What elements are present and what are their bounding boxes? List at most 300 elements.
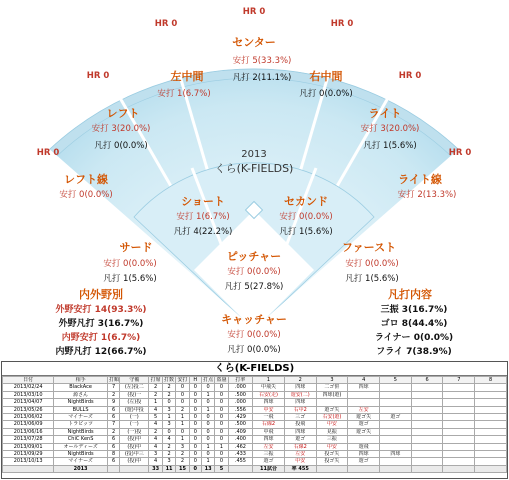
header-cell: 守備 xyxy=(120,377,149,384)
hr-label-left-line: HR 0 xyxy=(36,148,60,158)
table-cell: .429 xyxy=(228,414,252,421)
table-cell xyxy=(411,414,443,421)
table-cell: .409 xyxy=(228,428,252,435)
table-cell xyxy=(443,451,475,458)
zone-out: 凡打 0(0.0%) xyxy=(227,345,281,355)
table-cell: 9 xyxy=(107,399,119,406)
table-cell: 0 xyxy=(162,399,175,406)
table-row xyxy=(3,421,507,428)
table-cell: 2 xyxy=(107,391,119,398)
table-cell: 33 xyxy=(149,465,162,472)
table-cell: (投)中 xyxy=(120,436,149,443)
table-cell: (左)投二 xyxy=(120,384,149,391)
table-cell: 2 xyxy=(176,451,189,458)
table-cell: .000 xyxy=(228,384,252,391)
table-cell: 右中2 xyxy=(284,406,316,413)
table-cell: 3 xyxy=(162,458,175,465)
zone-hit: 安打 0(0.0%) xyxy=(59,190,113,200)
table-cell: マイナーズ xyxy=(54,414,108,421)
table-cell: 1 xyxy=(176,414,189,421)
table-cell xyxy=(443,399,475,406)
out-breakdown-item: ライナー 0(0.0%) xyxy=(374,333,454,343)
table-cell: 中安 xyxy=(284,458,316,465)
zone-hit: 安打 5(33.3%) xyxy=(232,56,292,66)
table-cell xyxy=(411,391,443,398)
header-cell: 2 xyxy=(284,377,316,384)
chart-title: 2013 xyxy=(241,149,267,160)
zone-out: 凡打 2(11.1%) xyxy=(232,73,292,83)
table-row xyxy=(3,384,507,391)
header-cell: 3 xyxy=(316,377,348,384)
table-cell: 右線2 xyxy=(284,443,316,450)
header-row xyxy=(3,377,507,384)
table-cell: マイナーズ xyxy=(54,458,108,465)
table-cell: 0 xyxy=(162,428,175,435)
table-cell: 0 xyxy=(176,399,189,406)
table-cell: 5 xyxy=(215,465,228,472)
table-cell: 左安 xyxy=(253,443,285,450)
hr-label-right: HR 0 xyxy=(398,71,422,81)
table-cell: 6 xyxy=(107,443,119,450)
table-cell: 1 xyxy=(176,436,189,443)
game-log-body xyxy=(3,384,507,473)
table-cell: 8 xyxy=(107,451,119,458)
table-cell: 4 xyxy=(149,406,162,413)
table-cell xyxy=(443,406,475,413)
table-cell: 2 xyxy=(162,384,175,391)
table-cell: 中飛失 xyxy=(253,384,285,391)
table-cell: 2013/09/29 xyxy=(3,451,54,458)
table-cell: 4 xyxy=(149,458,162,465)
zone-hit: 安打 1(6.7%) xyxy=(157,89,211,99)
table-cell xyxy=(443,428,475,435)
table-cell: 二ゴ併 xyxy=(316,384,348,391)
table-cell: (投)中三 xyxy=(120,451,149,458)
zone-name: レフト xyxy=(106,107,140,120)
table-cell xyxy=(475,391,507,398)
zone-hit: 安打 0(0.0%) xyxy=(345,259,399,269)
table-cell: 0 xyxy=(176,428,189,435)
zone-out: 凡打 1(5.6%) xyxy=(363,141,417,151)
table-cell: 投ゴ失 xyxy=(316,458,348,465)
table-cell xyxy=(380,421,412,428)
table-cell: BlackAce xyxy=(54,384,108,391)
game-log-table xyxy=(2,376,507,473)
table-row xyxy=(3,436,507,443)
table-row xyxy=(3,399,507,406)
table-cell xyxy=(475,421,507,428)
table-cell: 四球 xyxy=(348,451,380,458)
header-cell: 打点 xyxy=(203,377,214,383)
table-cell: 四球 xyxy=(284,384,316,391)
out-breakdown xyxy=(375,287,453,357)
table-cell: 0 xyxy=(201,428,214,435)
table-cell: 6 xyxy=(107,458,119,465)
table-cell: 0 xyxy=(201,451,214,458)
table-cell: 3 xyxy=(162,421,175,428)
table-cell xyxy=(443,436,475,443)
zone-name: ピッチャー xyxy=(226,250,282,263)
table-cell: (左)投 xyxy=(120,399,149,406)
table-cell xyxy=(348,465,380,472)
table-cell xyxy=(411,399,443,406)
hr-label-center: HR 0 xyxy=(242,7,266,17)
table-cell: 0 xyxy=(189,391,201,398)
table-cell: 中安 xyxy=(316,443,348,450)
table-cell: 遊ゴ失 xyxy=(348,428,380,435)
header-cell: 安打 xyxy=(177,377,188,383)
table-cell: 1 xyxy=(176,421,189,428)
table-cell: 中安 xyxy=(253,406,285,413)
zone-name: ショート xyxy=(181,195,225,208)
header-cell: 打順 xyxy=(108,377,119,383)
table-cell: 1 xyxy=(201,458,214,465)
table-cell: 右線2 xyxy=(253,421,285,428)
table-cell xyxy=(443,465,475,472)
table-cell: 7 xyxy=(107,384,119,391)
table-cell: BULLS xyxy=(54,406,108,413)
table-cell: NightBirds xyxy=(54,428,108,435)
table-cell: 0 xyxy=(189,399,201,406)
table-cell: 2 xyxy=(162,451,175,458)
zone-third xyxy=(103,241,156,284)
table-cell: 0 xyxy=(215,406,228,413)
table-cell: 2013/07/28 xyxy=(3,436,54,443)
table-cell xyxy=(443,384,475,391)
table-cell xyxy=(443,391,475,398)
table-cell xyxy=(316,399,348,406)
table-cell: 3 xyxy=(162,406,175,413)
zone-name: レフト線 xyxy=(64,173,108,186)
zone-out: 凡打 0(0.0%) xyxy=(94,141,148,151)
table-cell: 2 xyxy=(176,406,189,413)
table-cell: 2013/02/24 xyxy=(3,384,54,391)
table-cell: 投飛 xyxy=(284,421,316,428)
header-cell: 相手 xyxy=(54,377,108,384)
table-cell: 1 xyxy=(162,414,175,421)
zone-center xyxy=(232,36,291,83)
zone-name: ライト xyxy=(368,107,402,120)
table-cell: .400 xyxy=(228,436,252,443)
table-cell: 0 xyxy=(201,421,214,428)
zone-short xyxy=(174,195,233,237)
zone-out: 凡打 1(5.6%) xyxy=(345,274,399,284)
table-cell: 遊ゴ xyxy=(348,458,380,465)
table-cell: 0 xyxy=(215,384,228,391)
table-cell: 0 xyxy=(176,391,189,398)
table-cell: 三振 xyxy=(253,451,285,458)
table-cell xyxy=(475,414,507,421)
table-cell: 15 xyxy=(176,465,189,472)
table-cell: 6 xyxy=(107,414,119,421)
table-cell: 7 xyxy=(107,421,119,428)
table-cell: 四球 xyxy=(284,428,316,435)
summary-infield-out: 内野凡打 12(66.7%) xyxy=(55,347,147,357)
table-cell: 4 xyxy=(149,436,162,443)
out-breakdown-title: 凡打内容 xyxy=(388,288,432,301)
table-cell xyxy=(475,428,507,435)
table-cell xyxy=(411,384,443,391)
zone-name: セカンド xyxy=(284,195,328,208)
table-cell: 左安 xyxy=(348,406,380,413)
table-cell xyxy=(380,428,412,435)
table-cell xyxy=(411,458,443,465)
table-cell xyxy=(380,458,412,465)
table-cell: ChiC KenS xyxy=(54,436,108,443)
zone-out: 凡打 1(5.6%) xyxy=(103,274,157,284)
table-cell: NightBirds xyxy=(54,451,108,458)
table-cell: 中安 xyxy=(316,421,348,428)
table-cell xyxy=(475,465,507,472)
table-row xyxy=(3,414,507,421)
table-cell: 三振 xyxy=(316,436,348,443)
table-cell: 0 xyxy=(215,458,228,465)
table-cell: 0 xyxy=(189,451,201,458)
table-cell: NightBirds xyxy=(54,399,108,406)
table-cell xyxy=(380,443,412,450)
table-cell: 0 xyxy=(215,391,228,398)
table-cell: 2013/10/13 xyxy=(3,458,54,465)
header-cell: 5 xyxy=(380,377,412,384)
table-cell: 0 xyxy=(176,384,189,391)
table-cell: 2013/05/26 xyxy=(3,406,54,413)
zone-hit: 安打 0(0.0%) xyxy=(227,267,281,277)
table-cell: 11試合 xyxy=(253,465,285,472)
table-cell xyxy=(348,391,380,398)
table-cell xyxy=(475,399,507,406)
zone-name: キャッチャー xyxy=(221,313,287,326)
table-cell: 6 xyxy=(107,406,119,413)
table-cell: 遊ゴ失 xyxy=(316,406,348,413)
table-cell xyxy=(380,391,412,398)
table-cell xyxy=(3,465,54,472)
header-cell: 8 xyxy=(475,377,507,384)
table-cell: 0 xyxy=(201,399,214,406)
table-cell xyxy=(348,399,380,406)
table-cell: 0 xyxy=(189,406,201,413)
table-cell: 遊ゴ xyxy=(348,421,380,428)
table-cell: 0 xyxy=(189,465,201,472)
table-cell: 0 xyxy=(189,458,201,465)
hr-label-left-center: HR 0 xyxy=(154,19,178,29)
table-cell: 2013/04/07 xyxy=(3,399,54,406)
table-cell: 2013 xyxy=(54,465,108,472)
zone-out: 凡打 4(22.2%) xyxy=(173,227,233,237)
zone-name: 右中間 xyxy=(309,70,343,83)
table-cell: 右安(走) xyxy=(253,391,285,398)
zone-hit: 安打 0(0.0%) xyxy=(279,212,333,222)
table-cell: 1 xyxy=(201,406,214,413)
table-cell: 1 xyxy=(201,391,214,398)
table-cell: 4 xyxy=(149,421,162,428)
table-cell: 4 xyxy=(162,436,175,443)
table-cell xyxy=(411,406,443,413)
summary-infield-hit: 内野安打 1(6.7%) xyxy=(61,333,141,343)
table-row xyxy=(3,458,507,465)
table-cell: 2 xyxy=(149,391,162,398)
table-cell: .500 xyxy=(228,421,252,428)
header-cell: 打率 xyxy=(228,377,252,384)
summary-title: 内外野別 xyxy=(79,288,123,301)
table-cell xyxy=(411,451,443,458)
table-cell: 四球 xyxy=(253,436,285,443)
table-total-row xyxy=(3,465,507,472)
table-cell xyxy=(380,436,412,443)
out-breakdown-item: 三振 3(16.7%) xyxy=(380,305,448,315)
table-cell xyxy=(475,406,507,413)
zone-out: 凡打 5(27.8%) xyxy=(224,282,284,292)
zone-hit: 安打 0(0.0%) xyxy=(227,330,281,340)
table-cell: 2 xyxy=(149,428,162,435)
table-cell: 0 xyxy=(215,428,228,435)
table-cell: 左安 xyxy=(284,451,316,458)
out-breakdown-item: フライ 7(38.9%) xyxy=(376,347,452,357)
table-cell: 2 xyxy=(162,391,175,398)
table-cell: 1 xyxy=(215,443,228,450)
table-cell: 2013/09/01 xyxy=(3,443,54,450)
table-cell: 0 xyxy=(189,414,201,421)
table-cell: 2 xyxy=(176,458,189,465)
table-row xyxy=(3,428,507,435)
table-cell: 3 xyxy=(176,443,189,450)
game-log-table-panel xyxy=(1,361,508,479)
table-row xyxy=(3,391,507,398)
table-cell: 4 xyxy=(149,443,162,450)
table-cell: 0 xyxy=(189,436,201,443)
table-cell: (投)中 xyxy=(120,458,149,465)
zone-out: 凡打 1(5.6%) xyxy=(279,227,333,237)
game-log-header xyxy=(3,377,507,384)
table-cell xyxy=(443,458,475,465)
table-cell: 0 xyxy=(201,384,214,391)
table-cell xyxy=(411,465,443,472)
header-cell: 7 xyxy=(443,377,475,384)
table-cell: 13 xyxy=(201,465,214,472)
table-cell xyxy=(316,465,348,472)
zone-catcher xyxy=(221,313,287,355)
table-cell: 2 xyxy=(162,443,175,450)
game-log-title: くら(K-FIELDS) xyxy=(2,362,507,376)
header-cell: 打席 xyxy=(150,377,161,383)
table-cell: 四球 xyxy=(348,384,380,391)
table-cell: 6 xyxy=(107,436,119,443)
zone-pitcher xyxy=(225,250,284,292)
table-cell: 遊ゴ失 xyxy=(348,414,380,421)
table-cell: 四球 xyxy=(380,451,412,458)
header-cell: 打数 xyxy=(164,377,175,383)
table-cell: 0 xyxy=(215,421,228,428)
table-row xyxy=(3,443,507,450)
zone-name: ファースト xyxy=(341,241,397,254)
table-cell xyxy=(411,428,443,435)
table-cell: 率 455 xyxy=(284,465,316,472)
table-cell xyxy=(475,458,507,465)
table-cell: 遊飛 xyxy=(348,443,380,450)
zone-hit: 安打 3(20.0%) xyxy=(360,124,420,134)
table-cell: 2013/06/02 xyxy=(3,414,54,421)
table-cell: 遊安(二) xyxy=(284,391,316,398)
table-cell xyxy=(411,436,443,443)
table-cell: 0 xyxy=(189,421,201,428)
table-cell: (投)中 xyxy=(120,443,149,450)
table-cell: 投ゴ失 xyxy=(316,451,348,458)
table-cell xyxy=(443,421,475,428)
zone-name: サード xyxy=(119,241,153,254)
header-cell: 1 xyxy=(253,377,285,384)
table-cell: .462 xyxy=(228,443,252,450)
table-cell: 2 xyxy=(149,384,162,391)
chart-subtitle: くら(K-FIELDS) xyxy=(214,162,294,175)
table-cell: 源さん xyxy=(54,391,108,398)
hr-label-left: HR 0 xyxy=(86,71,110,81)
table-cell: 右安(遊) xyxy=(316,414,348,421)
table-cell: 11 xyxy=(162,465,175,472)
table-cell: 2013/03/10 xyxy=(3,391,54,398)
table-cell: 遊ゴ xyxy=(284,436,316,443)
table-cell: .500 xyxy=(228,391,252,398)
out-breakdown-item: ゴロ 8(44.4%) xyxy=(380,319,448,329)
table-cell: (一)投 xyxy=(120,428,149,435)
header-cell: 日付 xyxy=(3,377,54,384)
zone-name: ライト線 xyxy=(398,173,442,186)
table-cell: 一飛 xyxy=(253,414,285,421)
infield-outfield-summary xyxy=(55,287,146,357)
table-cell: 0 xyxy=(215,414,228,421)
table-cell xyxy=(475,436,507,443)
table-cell: 中飛 xyxy=(253,428,285,435)
table-cell xyxy=(380,465,412,472)
zone-hit: 安打 3(20.0%) xyxy=(91,124,151,134)
table-cell: (一) xyxy=(120,414,149,421)
table-cell: 0 xyxy=(215,399,228,406)
table-cell: (遊)中投 xyxy=(120,406,149,413)
table-row xyxy=(3,451,507,458)
table-cell: (一) xyxy=(120,421,149,428)
table-cell xyxy=(475,443,507,450)
table-cell: .455 xyxy=(228,458,252,465)
zone-name: センター xyxy=(232,36,276,49)
table-cell: 0 xyxy=(189,428,201,435)
table-cell: 5 xyxy=(149,414,162,421)
table-cell xyxy=(411,421,443,428)
table-cell: 見振 xyxy=(316,428,348,435)
table-cell: 四球(遊) xyxy=(316,391,348,398)
zone-hit: 安打 2(13.3%) xyxy=(397,190,457,200)
table-cell: 0 xyxy=(201,414,214,421)
hr-label-right-center: HR 0 xyxy=(330,19,354,29)
table-cell xyxy=(380,399,412,406)
zone-hit: 安打 0(0.0%) xyxy=(103,259,157,269)
summary-outfield-hit: 外野安打 14(93.3%) xyxy=(55,305,147,315)
table-cell: 2013/06/16 xyxy=(3,428,54,435)
table-cell: 0 xyxy=(215,451,228,458)
table-cell xyxy=(348,436,380,443)
table-cell xyxy=(475,384,507,391)
table-cell xyxy=(228,465,252,472)
table-cell: 遊ゴ xyxy=(253,458,285,465)
summary-outfield-out: 外野凡打 3(16.7%) xyxy=(58,319,144,329)
table-cell xyxy=(380,406,412,413)
table-cell: 0 xyxy=(215,436,228,443)
table-cell xyxy=(443,414,475,421)
table-cell xyxy=(411,443,443,450)
table-cell: 2013/06/09 xyxy=(3,421,54,428)
table-cell: 四球 xyxy=(284,399,316,406)
zone-hit: 安打 1(6.7%) xyxy=(176,212,230,222)
table-cell: 0 xyxy=(189,384,201,391)
header-cell: H xyxy=(189,377,201,384)
table-cell xyxy=(443,443,475,450)
